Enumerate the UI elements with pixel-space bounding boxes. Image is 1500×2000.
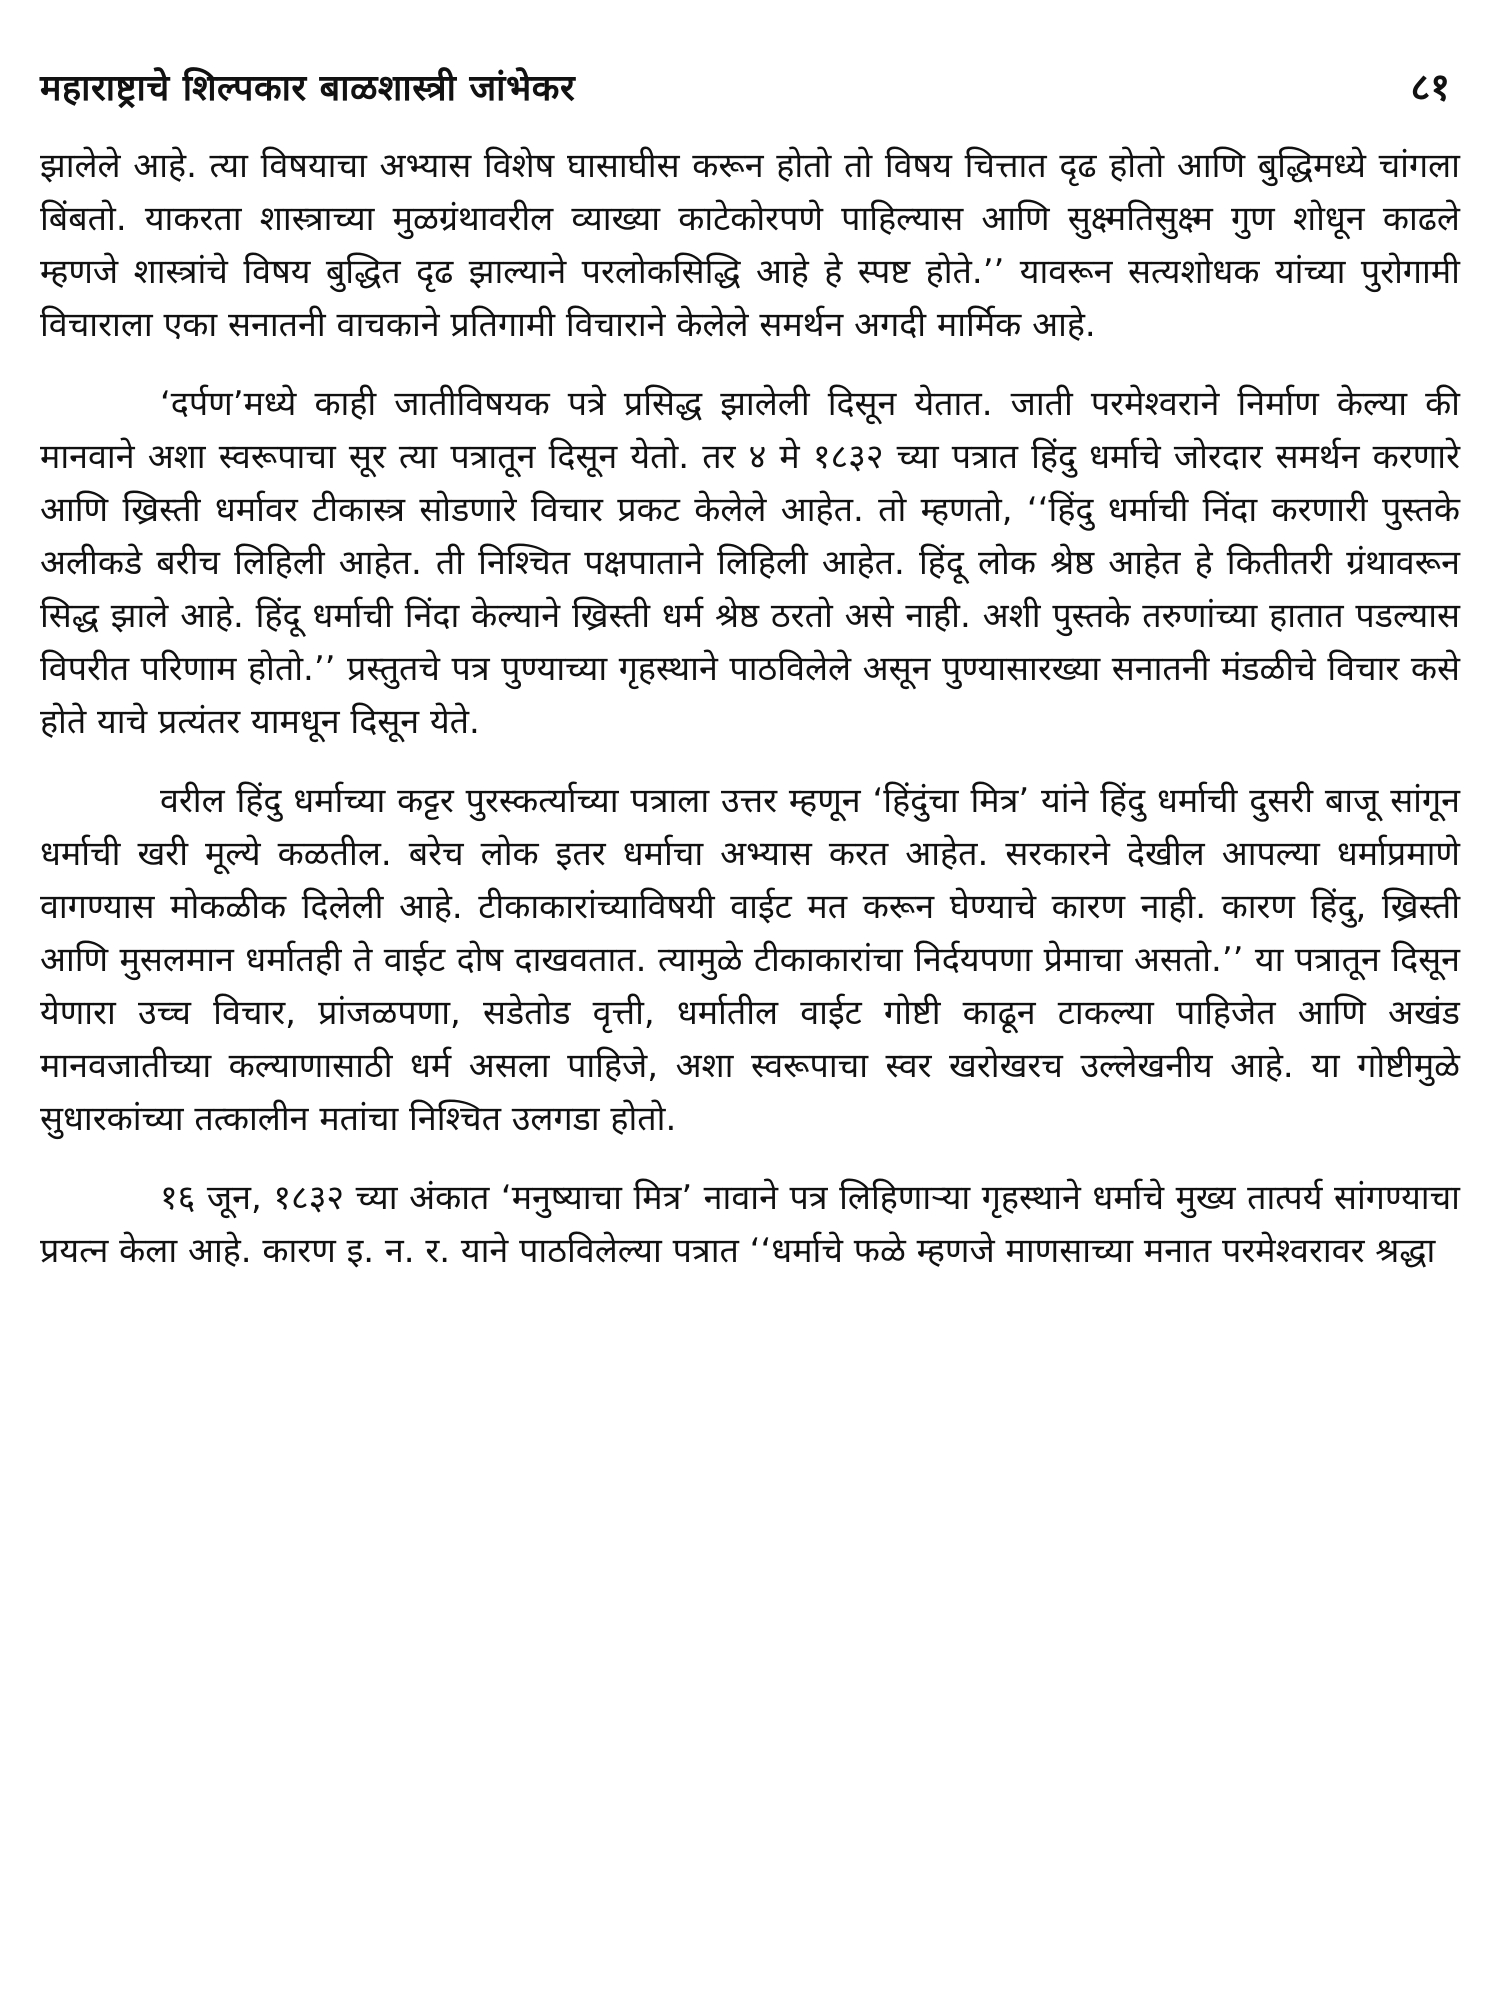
paragraph: झालेले आहे. त्या विषयाचा अभ्यास विशेष घासाघीस करून होतो तो विषय चित्तात दृढ होतो आणि बुद्धिमध्ये चांगला बिंबतो. याकरता शास्त्राच्या मुळग्रंथावरील व्याख्या काटेकोरपणे पाहिल्यास आणि सुक्ष्मतिसुक्ष्म गुण शोधून काढले म्हणजे शास्त्रांचे विषय बुद्धित दृढ झाल्याने परलोकसिद्धि आहे हे स्पष्ट होते.’’ यावरून सत्यशोधक यांच्या पुरोगामी विचाराला एका सनातनी वाचकाने प्रतिगामी विचाराने केलेले समर्थन अगदी मार्मिक आहे. — [40, 146, 1460, 345]
running-header — [40, 60, 1460, 120]
book-title: महाराष्ट्राचे शिल्पकार बाळशास्त्री जांभेकर — [40, 68, 576, 109]
body-text — [40, 140, 1460, 1278]
paragraph: १६ जून, १८३२ च्या अंकात ‘मनुष्याचा मित्र’ नावाने पत्र लिहिणाऱ्या गृहस्थाने धर्माचे मुख्य तात्पर्य सांगण्याचा प्रयत्न केला आहे. कारण इ. न. र. याने पाठविलेल्या पत्रात ‘‘धर्माचे फळे म्हणजे माणसाच्या मनात परमेश्वरावर श्रद्धा — [40, 1178, 1460, 1271]
paragraph: वरील हिंदु धर्माच्या कट्टर पुरस्कर्त्याच्या पत्राला उत्तर म्हणून ‘हिंदुंचा मित्र’ यांने हिंदु धर्माची दुसरी बाजू सांगून धर्माची खरी मूल्ये कळतील. बरेच लोक इतर धर्माचा अभ्यास करत आहेत. सरकारने देखील आपल्या धर्माप्रमाणे वागण्यास मोकळीक दिलेली आहे. टीकाकारांच्याविषयी वाईट मत करून घेण्याचे कारण नाही. कारण हिंदु, ख्रिस्ती आणि मुसलमान धर्मातही ते वाईट दोष दाखवतात. त्यामुळे टीकाकारांचा निर्दयपणा प्रेमाचा असतो.’’ या पत्रातून दिसून येणारा उच्च विचार, प्रांजळपणा, सडेतोड वृत्ती, धर्मातील वाईट गोष्टी काढून टाकल्या पाहिजेत आणि अखंड मानवजातीच्या कल्याणासाठी धर्म असला पाहिजे, अशा स्वरूपाचा स्वर खरोखरच उल्लेखनीय आहे. या गोष्टीमुळे सुधारकांच्या तत्कालीन मतांचा निश्चित उलगडा होतो. — [40, 781, 1460, 1139]
paragraph: ‘दर्पण’मध्ये काही जातीविषयक पत्रे प्रसिद्ध झालेली दिसून येतात. जाती परमेश्वराने निर्माण केल्या की मानवाने अशा स्वरूपाचा सूर त्या पत्रातून दिसून येतो. तर ४ मे १८३२ च्या पत्रात हिंदु धर्माचे जोरदार समर्थन करणारे आणि ख्रिस्ती धर्मावर टीकास्त्र सोडणारे विचार प्रकट केलेले आहेत. तो म्हणतो, ‘‘हिंदु धर्माची निंदा करणारी पुस्तके अलीकडे बरीच लिहिली आहेत. ती निश्चित पक्षपातानेे लिहिली आहेत. हिंदू लोक श्रेष्ठ आहेत हे कितीतरी ग्रंथावरून सिद्ध झाले आहे. हिंदू धर्माची निंदा केल्याने ख्रिस्ती धर्म श्रेष्ठ ठरतो असे नाही. अशी पुस्तके तरुणांच्या हातात पडल्यास विपरीत परिणाम होतो.’’ प्रस्तुतचे पत्र पुण्याच्या गृहस्थाने पाठविलेले असून पुण्यासारख्या सनातनी मंडळीचे विचार कसे होते याचे प्रत्यंतर यामधून दिसून येते. — [40, 384, 1460, 742]
page-number: ८१ — [1410, 65, 1450, 109]
